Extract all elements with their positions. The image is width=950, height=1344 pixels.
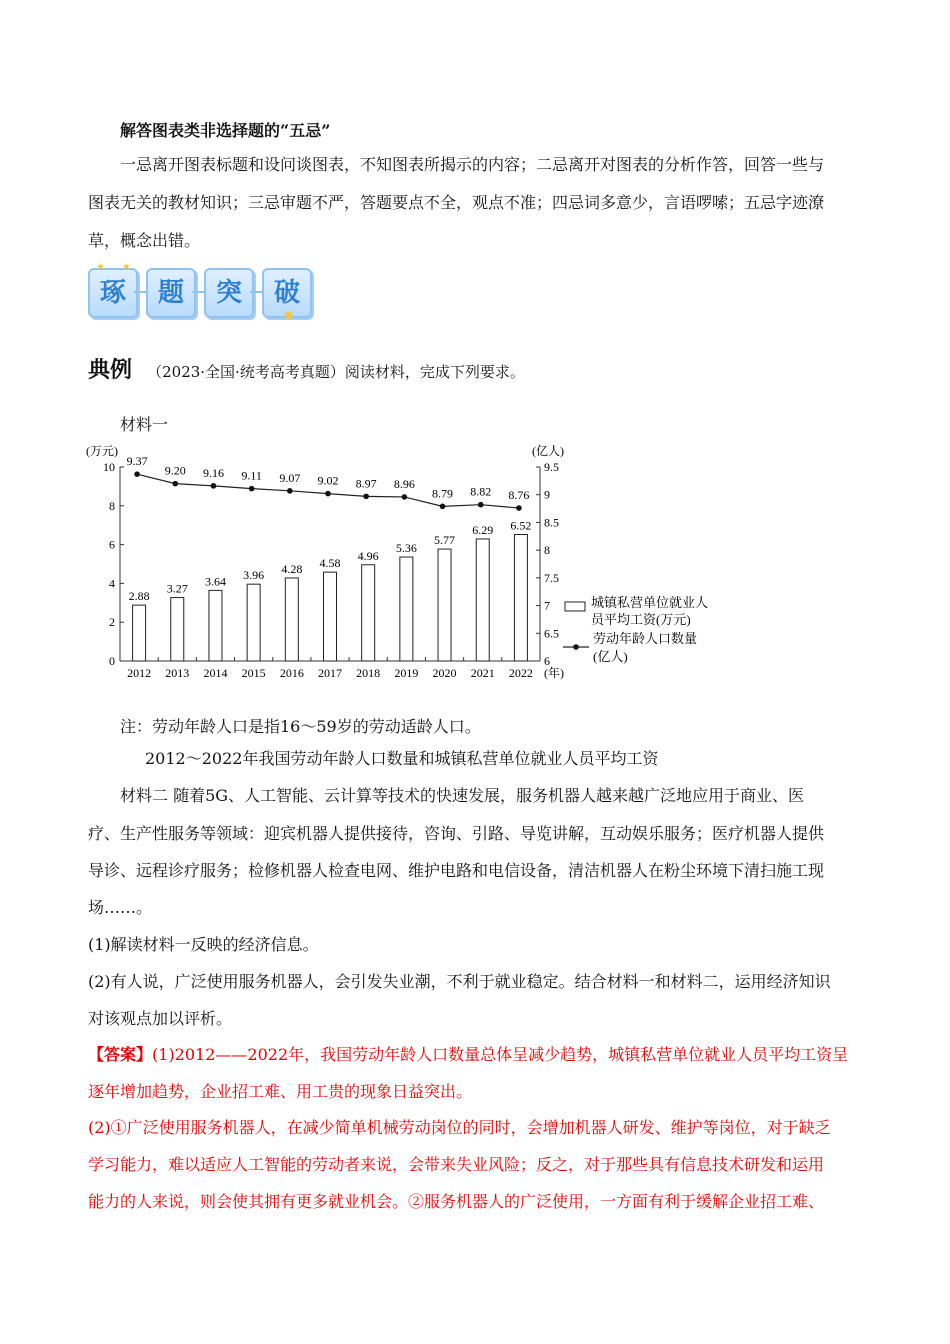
answer-line-4: 学习能力，难以适应人工智能的劳动者来说，会带来失业风险；反之，对于那些具有信息技术研发和运用 — [88, 1155, 825, 1174]
banner-char-1: 琢 — [88, 268, 138, 318]
material1-label: 材料一 — [120, 415, 169, 434]
example-label: 典例 — [88, 357, 133, 383]
answer-line-1 — [88, 1045, 848, 1065]
legend-bar-label: 城镇私营单位就业人 — [591, 595, 709, 610]
bar — [476, 539, 489, 661]
left-tick-label: 8 — [109, 498, 115, 513]
right-axis-unit: (亿人) — [532, 444, 564, 458]
right-tick-label: 8.5 — [544, 515, 559, 530]
answer-label: 【答案】 — [88, 1045, 153, 1064]
x-axis-unit: (年) — [544, 666, 564, 680]
banner-char-4: 破 — [262, 268, 312, 318]
bar — [438, 549, 451, 661]
left-tick-label: 6 — [109, 537, 115, 552]
bar-value-label: 6.52 — [510, 518, 532, 533]
tips-line-2: 图表无关的教材知识；三忌审题不严，答题要点不全，观点不准；四忌词多意少，言语啰嗦；五忌字迹潦 — [88, 193, 825, 212]
x-tick-label: 2015 — [241, 666, 266, 680]
chart-note: 注：劳动年龄人口是指16～59岁的劳动适龄人口。 — [120, 717, 481, 736]
line-value-label: 8.96 — [393, 476, 415, 491]
line-point — [287, 488, 293, 494]
bar-value-label: 2.88 — [128, 589, 150, 604]
x-tick-label: 2013 — [165, 666, 190, 680]
bar-value-label: 3.96 — [243, 568, 265, 583]
material2-line-4: 场……。 — [88, 898, 153, 917]
bar — [133, 605, 146, 661]
tips-line-3: 草，概念出错。 — [88, 231, 201, 250]
left-tick-label: 0 — [109, 654, 115, 668]
bar-value-label: 3.27 — [166, 581, 188, 596]
banner-char-2: 题 — [146, 268, 196, 318]
tips-title: 解答图表类非选择题的“五忌” — [120, 121, 331, 140]
line-point — [440, 504, 446, 510]
bar — [285, 578, 298, 661]
line-value-label: 9.11 — [241, 468, 262, 483]
bar — [247, 584, 260, 661]
bar — [362, 565, 375, 661]
bar-value-label: 6.29 — [472, 522, 494, 537]
tips-line-1: 一忌离开图表标题和设问谈图表，不知图表所揭示的内容；二忌离开对图表的分析作答，回答一些与 — [120, 155, 825, 174]
answer-line-1-text: (1)2012——2022年，我国劳动年龄人口数量总体呈减少趋势，城镇私营单位就业人员平均工资呈 — [152, 1045, 849, 1064]
bar — [171, 598, 184, 661]
x-tick-label: 2017 — [318, 666, 342, 680]
line-point — [402, 494, 408, 500]
chart-caption: 2012～2022年我国劳动年龄人口数量和城镇私营单位就业人员平均工资 — [145, 749, 659, 768]
x-tick-label: 2022 — [508, 666, 533, 680]
right-tick-label: 7.5 — [544, 570, 559, 585]
line-point — [325, 491, 331, 497]
right-tick-label: 6.5 — [544, 626, 559, 641]
question-2-line-1: (2)有人说，广泛使用服务机器人，会引发失业潮，不利于就业稳定。结合材料一和材料二，运用经济知识 — [88, 972, 831, 991]
line-point — [134, 471, 140, 477]
bar-value-label: 4.28 — [281, 561, 303, 576]
answer-line-3: (2)①广泛使用服务机器人，在减少简单机械劳动岗位的同时，会增加机器人研发、维护等岗位，对于缺乏 — [88, 1118, 831, 1137]
bar — [209, 590, 222, 661]
x-tick-label: 2014 — [203, 666, 228, 680]
bar-value-label: 5.36 — [395, 541, 417, 556]
bar-value-label: 4.58 — [319, 556, 341, 571]
bar — [400, 557, 413, 661]
bar — [514, 535, 527, 661]
legend-bar-swatch — [565, 602, 585, 611]
bar — [324, 572, 337, 661]
line-point — [172, 481, 178, 487]
star-icon: ★ — [122, 262, 131, 273]
left-tick-label: 4 — [109, 576, 115, 591]
line-value-label: 9.02 — [317, 473, 339, 488]
x-tick-label: 2020 — [432, 666, 457, 680]
bar-value-label: 3.64 — [204, 574, 226, 589]
left-axis-unit: (万元) — [86, 444, 118, 458]
material2-line-3: 导诊、远程诊疗服务；检修机器人检查电网、维护电路和电信设备，清洁机器人在粉尘环境下清扫施工现 — [88, 861, 825, 880]
line-value-label: 8.97 — [355, 476, 377, 491]
legend-line-marker — [573, 644, 579, 650]
line-point — [211, 483, 217, 489]
line-value-label: 8.79 — [432, 486, 454, 501]
x-tick-label: 2012 — [127, 666, 152, 680]
line-value-label: 9.07 — [279, 470, 301, 485]
bar-value-label: 5.77 — [434, 533, 456, 548]
answer-line-5: 能力的人来说，则会使其拥有更多就业机会。②服务机器人的广泛使用，一方面有利于缓解企业招工难、 — [88, 1192, 825, 1211]
question-2-line-2: 对该观点加以评析。 — [88, 1009, 233, 1028]
line-value-label: 9.16 — [202, 465, 224, 480]
example-source: （2023·全国·统考高考真题）阅读材料，完成下列要求。 — [147, 363, 525, 381]
material2-line-1: 材料二 随着5G、人工智能、云计算等技术的快速发展，服务机器人越来越广泛地应用于商业、医 — [120, 786, 805, 805]
line-point — [516, 505, 522, 511]
star-icon: ● — [284, 310, 293, 321]
line-point — [249, 486, 255, 492]
line-value-label: 9.37 — [126, 454, 148, 469]
line-value-label: 8.82 — [470, 484, 492, 499]
bar-value-label: 4.96 — [357, 548, 379, 563]
line-point — [478, 502, 484, 508]
right-tick-label: 8 — [544, 543, 550, 558]
material2-line-2: 疗、生产性服务等领域：迎宾机器人提供接待，咨询、引路、导览讲解，互动娱乐服务；医疗机器人提供 — [88, 824, 825, 843]
right-tick-label: 9.5 — [544, 460, 559, 474]
x-tick-label: 2021 — [470, 666, 495, 680]
right-tick-label: 6 — [544, 654, 550, 668]
answer-line-2: 逐年增加趋势，企业招工难、用工贵的现象日益突出。 — [88, 1082, 473, 1101]
x-tick-label: 2019 — [394, 666, 419, 680]
legend-bar-label-2: 员平均工资(万元) — [591, 612, 691, 627]
legend-line-label-2: (亿人) — [593, 649, 628, 664]
star-icon: ★ — [96, 262, 105, 273]
right-tick-label: 9 — [544, 487, 550, 502]
legend-line-label: 劳动年龄人口数量 — [593, 631, 698, 646]
right-tick-label: 7 — [544, 598, 550, 613]
line-value-label: 9.20 — [164, 463, 186, 478]
question-1: (1)解读材料一反映的经济信息。 — [88, 935, 319, 954]
left-tick-label: 2 — [109, 615, 115, 630]
x-tick-label: 2016 — [279, 666, 304, 680]
banner-char-3: 突 — [204, 268, 254, 318]
left-tick-label: 10 — [103, 460, 115, 474]
x-tick-label: 2018 — [356, 666, 381, 680]
line-value-label: 8.76 — [508, 488, 530, 503]
line-point — [363, 494, 369, 500]
